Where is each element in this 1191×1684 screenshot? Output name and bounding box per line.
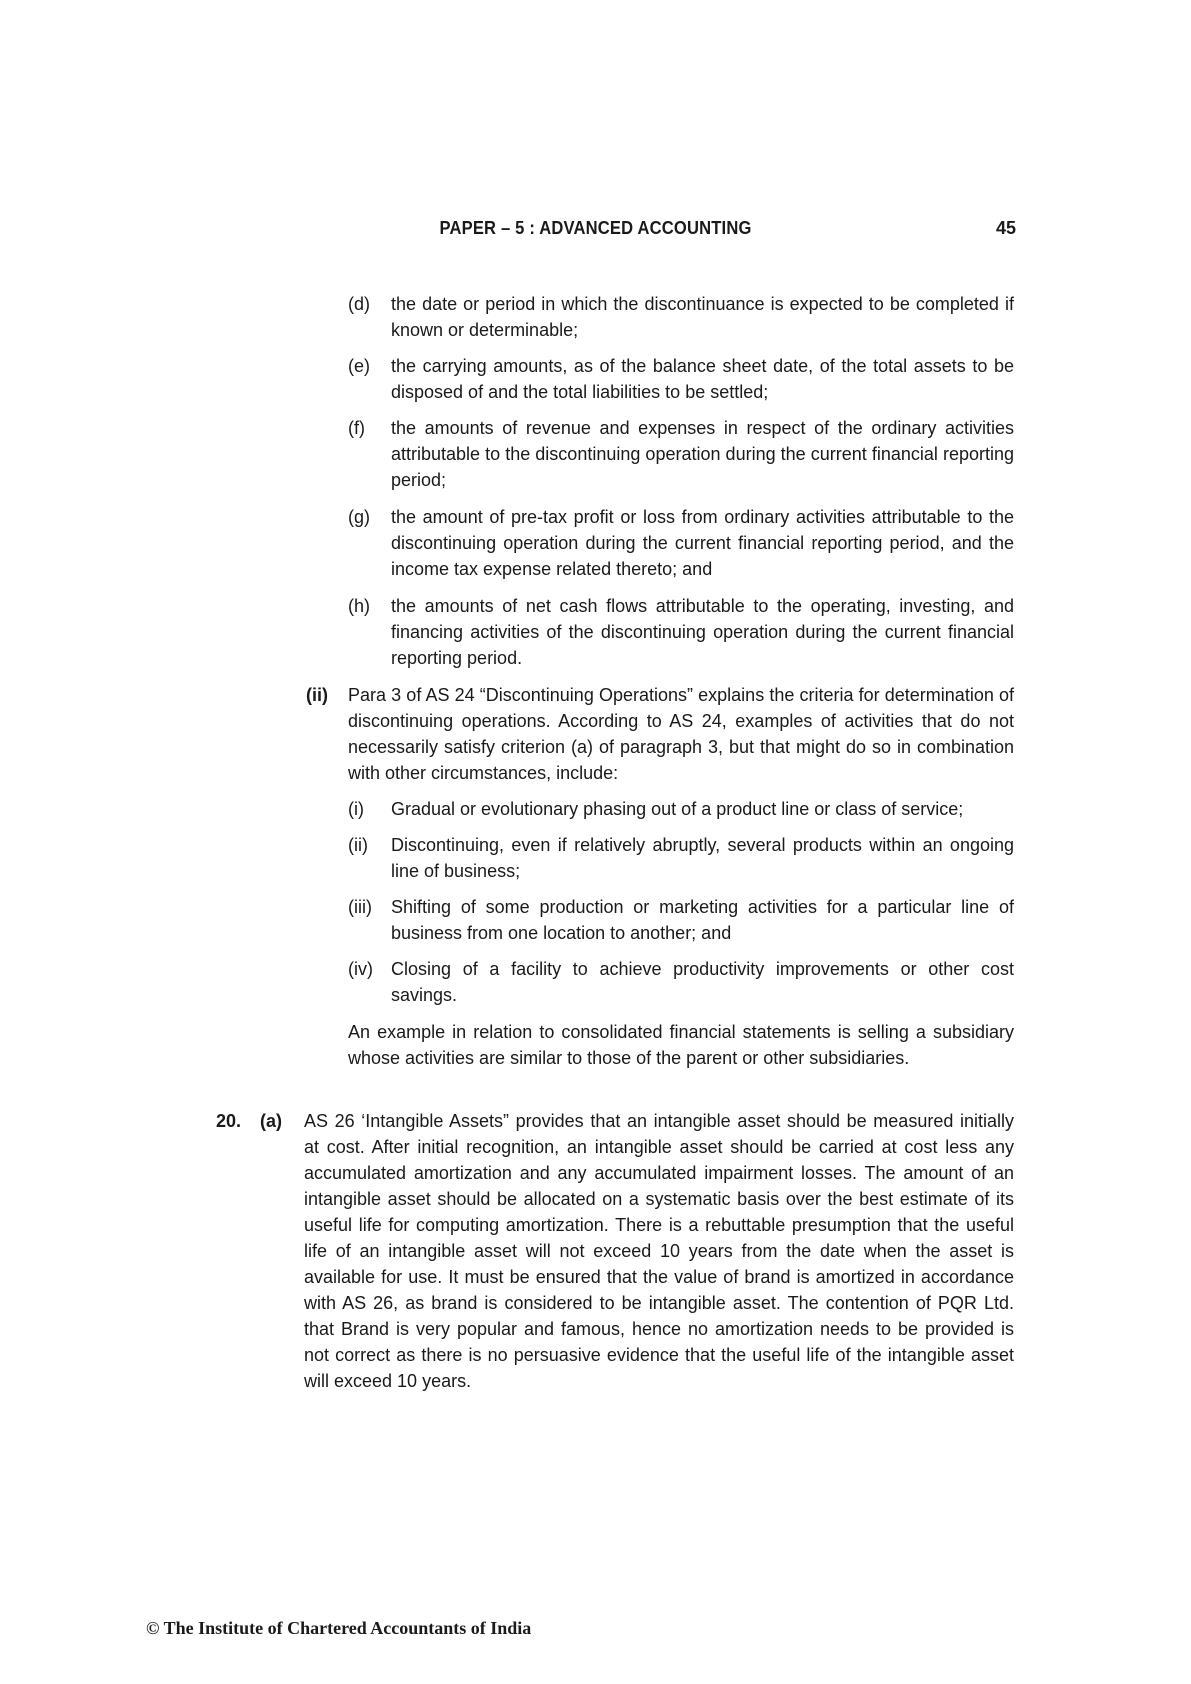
section-text: Para 3 of AS 24 “Discontinuing Operations” explains the criteria for determination of discontinuing operations. According to AS 24, examples of activities that do not necessarily satisfy criterion (a) of paragraph 3, but that might do so in combination with other circumstances, include: [348, 685, 1014, 783]
section-label: (ii) [306, 685, 328, 705]
question-number: 20. [216, 1111, 242, 1131]
item-label: (f) [348, 418, 365, 438]
item-label: (d) [348, 294, 370, 314]
page-title: PAPER – 5 : ADVANCED ACCOUNTING [439, 218, 752, 238]
item-text: the amounts of net cash flows attributable to the operating, investing, and financing activities of the discontinuing operation during the current financial reporting period. [391, 596, 1014, 668]
item-text: Discontinuing, even if relatively abruptly, several products within an ongoing line of business; [391, 835, 1014, 881]
item-label: (g) [348, 507, 370, 527]
item-text: Closing of a facility to achieve productivity improvements or other cost savings. [391, 959, 1014, 1005]
item-text: Gradual or evolutionary phasing out of a product line or class of service; [391, 799, 964, 819]
item-text: Shifting of some production or marketing activities for a particular line of business from one location to another; and [391, 897, 1014, 943]
item-label: (e) [348, 356, 370, 376]
closing-text: An example in relation to consolidated financial statements is selling a subsidiary whose activities are similar to those of the parent or other subsidiaries. [348, 1022, 1014, 1068]
page-header [0, 218, 1191, 242]
copyright-footer: © The Institute of Chartered Accountants of India [146, 1618, 532, 1638]
item-text: the date or period in which the discontinuance is expected to be completed if known or determinable; [391, 294, 1014, 340]
question-text: AS 26 ‘Intangible Assets” provides that an intangible asset should be measured initially at cost. After initial recognition, an intangible asset should be carried at cost less any accumulated amortization and any accumulated impairment losses. The amount of an intangible asset should be allocated on a systematic basis over the best estimate of its useful life for computing amortization. There is a rebuttable presumption that the useful life of an intangible asset will not exceed 10 years from the date when the asset is available for use. It must be ensured that the value of brand is amortized in accordance with AS 26, as brand is considered to be intangible asset. The contention of PQR Ltd. that Brand is very popular and famous, hence no amortization needs to be provided is not correct as there is no persuasive evidence that the useful life of the intangible asset will exceed 10 years. [304, 1111, 1014, 1391]
item-label: (h) [348, 596, 370, 616]
item-text: the carrying amounts, as of the balance sheet date, of the total assets to be disposed of and the total liabilities to be settled; [391, 356, 1014, 402]
item-label: (iv) [348, 959, 373, 979]
item-text: the amounts of revenue and expenses in respect of the ordinary activities attributable to the discontinuing operation during the current financial reporting period; [391, 418, 1014, 490]
item-label: (iii) [348, 897, 372, 917]
question-part: (a) [260, 1111, 282, 1131]
page-number: 45 [995, 218, 1016, 238]
item-label: (i) [348, 799, 364, 819]
item-text: the amount of pre-tax profit or loss from ordinary activities attributable to the discontinuing operation during the current financial reporting period, and the income tax expense related thereto; and [391, 507, 1014, 579]
item-label: (ii) [348, 835, 368, 855]
